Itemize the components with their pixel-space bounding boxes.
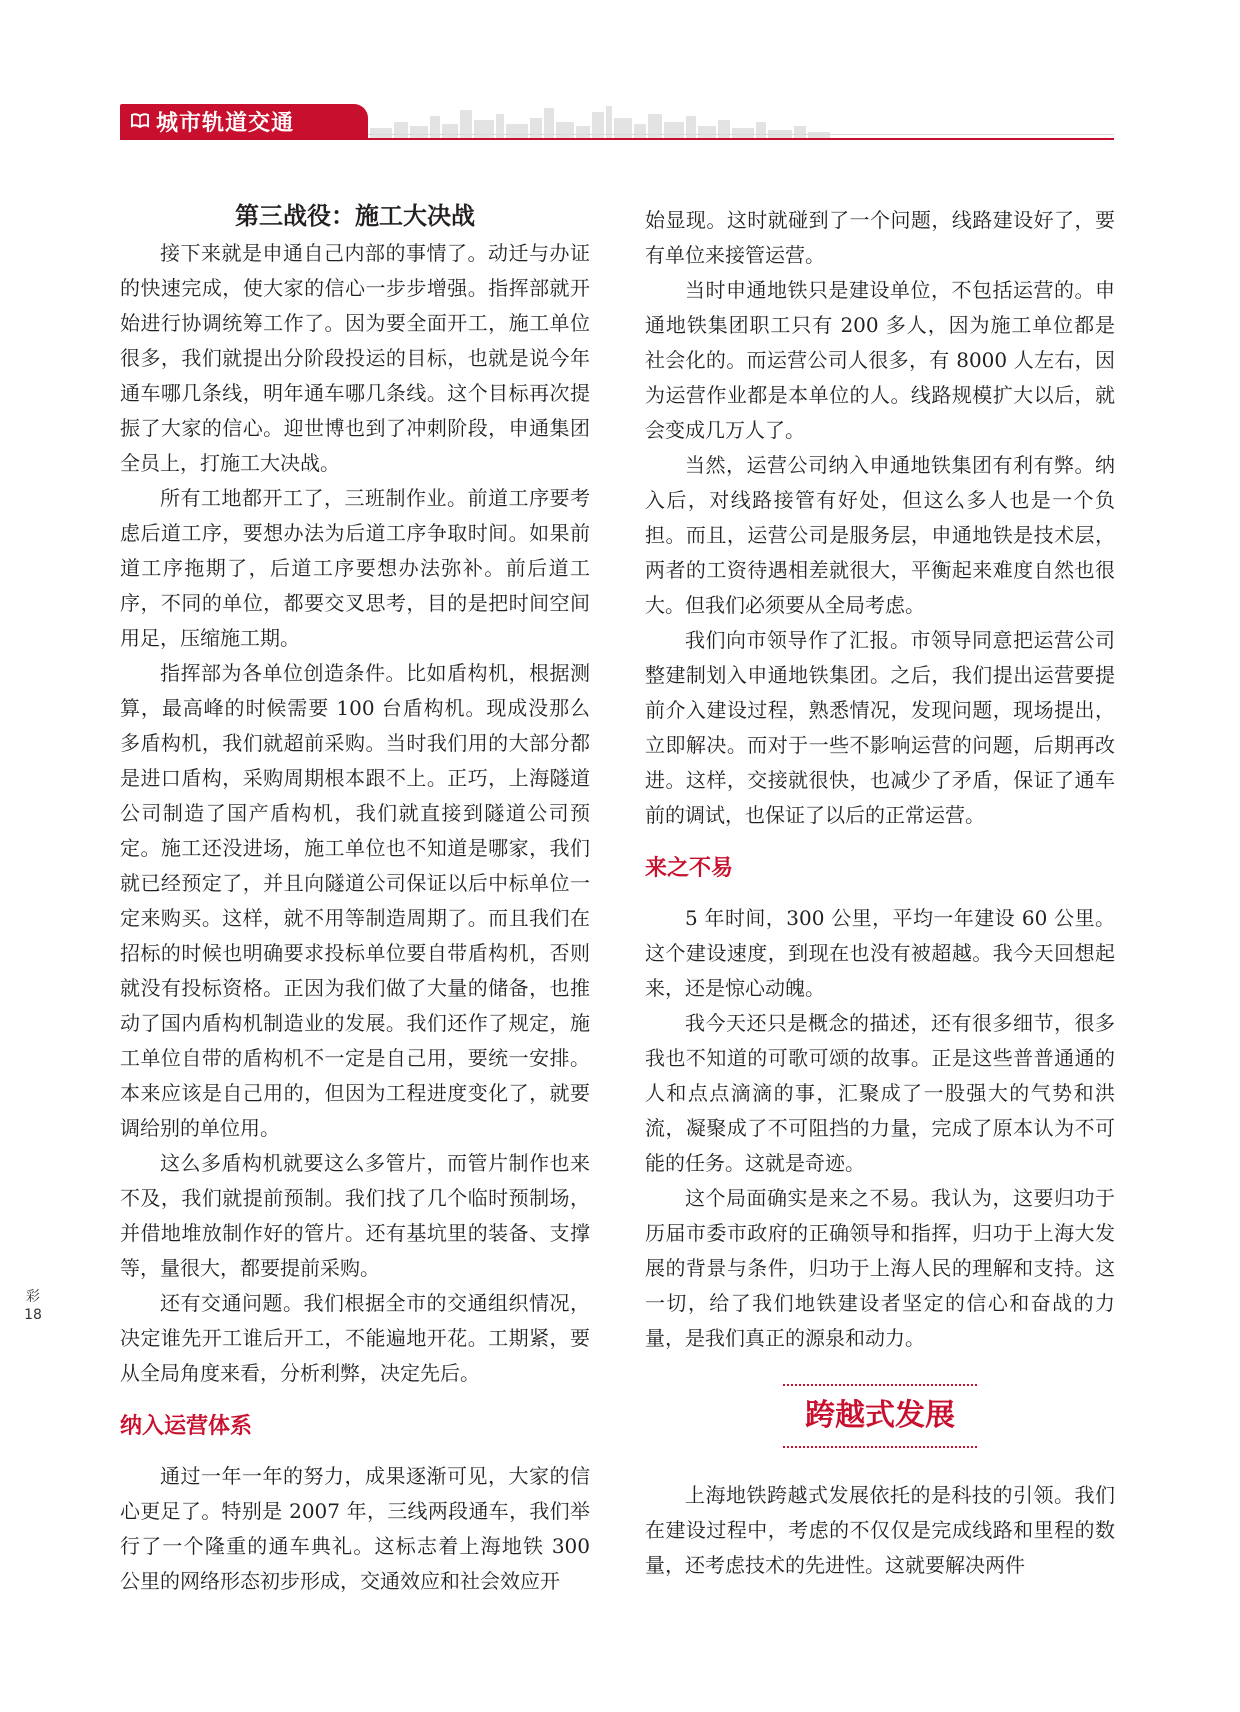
section-title-construction: 第三战役：施工大决战 — [235, 202, 475, 230]
page-header — [120, 104, 1114, 144]
paragraph: 还有交通问题。我们根据全市的交通组织情况，决定谁先开工谁后开工，不能遍地开花。工期紧，要从全局角度来看，分析利弊，决定先后。 — [120, 1291, 590, 1385]
paragraph: 这个局面确实是来之不易。我认为，这要归功于历届市委市政府的正确领导和指挥，归功于上海大发展的背景与条件，归功于上海人民的理解和支持。这一切，给了我们地铁建设者坚定的信心和奋战的力量，是我们真正的源泉和动力。 — [645, 1186, 1115, 1350]
book-icon — [130, 111, 150, 131]
column-title: 城市轨道交通 — [156, 110, 295, 136]
page-number — [20, 1288, 46, 1324]
paragraph: 这么多盾构机就要这么多管片，而管片制作也来不及，我们就提前预制。我们找了几个临时预制场，并借地堆放制作好的管片。还有基坑里的装备、支撑等，量很大，都要提前采购。 — [120, 1151, 590, 1280]
paragraph: 指挥部为各单位创造条件。比如盾构机，根据测算，最高峰的时候需要 100 台盾构机。现成没那么多盾构机，我们就超前采购。当时我们用的大部分都是进口盾构，采购周期根本跟不上。正巧，上海隧道公司制造了国产盾构机，我们就直接到隧道公司预定。施工还没进场，施工单位也不知道是哪家，我们就已经预定了，并且向隧道公司保证以后中标单位一定来购买。这样，就不用等制造周期了。而且我们在招标的时候也明确要求投标单位要自带盾构机，否则就没有投标资格。正因为我们做了大量的储备，也推动了国内盾构机制造业的发展。我们还作了规定，施工单位自带的盾构机不一定是自己用，要统一安排。本来应该是自己用的，但因为工程进度变化了，就要调给别的单位用。 — [120, 661, 590, 1140]
paragraph: 5 年时间，300 公里，平均一年建设 60 公里。这个建设速度，到现在也没有被超越。我今天回想起来，还是惊心动魄。 — [645, 906, 1115, 1000]
page-number-label: 彩 — [26, 1289, 40, 1305]
paragraph: 通过一年一年的努力，成果逐渐可见，大家的信心更足了。特别是 2007 年，三线两段通车，我们举行了一个隆重的通车典礼。这标志着上海地铁 300 公里的网络形态初步形成，交通效应和社会效应开 — [120, 1464, 590, 1593]
header-thin-rule — [368, 134, 1114, 135]
paragraph: 当然，运营公司纳入申通地铁集团有利有弊。纳入后，对线路接管有好处，但这么多人也是一个负担。而且，运营公司是服务层，申通地铁是技术层，两者的工资待遇相差就很大，平衡起来难度自然也很大。但我们必须要从全局考虑。 — [645, 453, 1115, 617]
paragraph: 我今天还只是概念的描述，还有很多细节，很多我也不知道的可歌可颂的故事。正是这些普普通通的人和点点滴滴的事，汇聚成了一股强大的气势和洪流，凝聚成了不可阻挡的力量，完成了原本认为不可能的任务。这就是奇迹。 — [645, 1011, 1115, 1175]
right-column — [645, 203, 1115, 1583]
paragraph: 上海地铁跨越式发展依托的是科技的引领。我们在建设过程中，考虑的不仅仅是完成线路和里程的数量，还考虑技术的先进性。这就要解决两件 — [645, 1483, 1115, 1577]
section-title-operations: 纳入运营体系 — [120, 1414, 253, 1439]
skyline-graphic — [370, 104, 830, 138]
section-title-hard-won: 来之不易 — [645, 856, 734, 881]
paragraph-continued: 始显现。这时就碰到了一个问题，线路建设好了，要有单位来接管运营。 — [645, 208, 1115, 267]
big-heading-leap: 跨越式发展 — [783, 1384, 977, 1448]
big-heading-wrap — [645, 1384, 1115, 1448]
header-rule — [120, 138, 1114, 140]
page-number-value: 18 — [24, 1307, 42, 1323]
paragraph: 我们向市领导作了汇报。市领导同意把运营公司整建制划入申通地铁集团。之后，我们提出运营要提前介入建设过程，熟悉情况，发现问题，现场提出，立即解决。而对于一些不影响运营的问题，后期再改进。这样，交接就很快，也减少了矛盾，保证了通车前的调试，也保证了以后的正常运营。 — [645, 628, 1115, 827]
paragraph: 当时申通地铁只是建设单位，不包括运营的。申通地铁集团职工只有 200 多人，因为施工单位都是社会化的。而运营公司人很多，有 8000 人左右，因为运营作业都是本单位的人。线路规模扩大以后，就会变成几万人了。 — [645, 278, 1115, 442]
column-tab — [120, 104, 368, 138]
paragraph: 所有工地都开工了，三班制作业。前道工序要考虑后道工序，要想办法为后道工序争取时间。如果前道工序拖期了，后道工序要想办法弥补。前后道工序，不同的单位，都要交叉思考，目的是把时间空间用足，压缩施工期。 — [120, 486, 590, 650]
left-column — [120, 198, 590, 1599]
paragraph: 接下来就是申通自己内部的事情了。动迁与办证的快速完成，使大家的信心一步步增强。指挥部就开始进行协调统筹工作了。因为要全面开工，施工单位很多，我们就提出分阶段投运的目标，也就是说今年通车哪几条线，明年通车哪几条线。这个目标再次提振了大家的信心。迎世博也到了冲刺阶段，申通集团全员上，打施工大决战。 — [120, 241, 590, 475]
